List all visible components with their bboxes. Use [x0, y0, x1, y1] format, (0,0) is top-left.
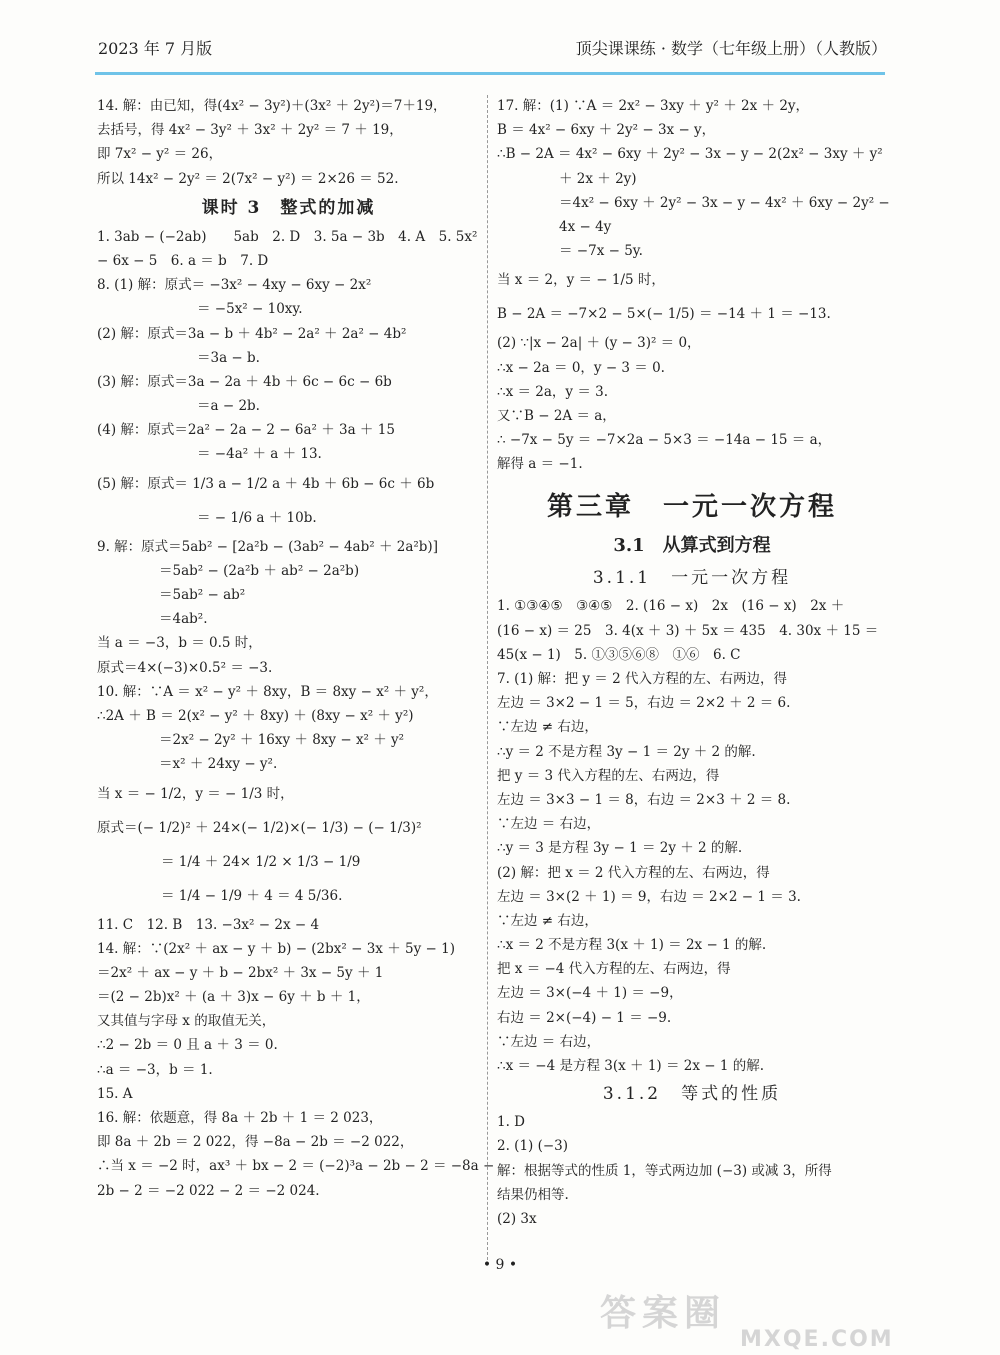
right-column-line: 7. (1) 解：把 y ＝ 2 代入方程的左、右两边，得: [497, 671, 787, 687]
left-column-line: 14. 解：由已知，得(4x² − 3y²)＋(3x² ＋ 2y²)＝7＋19，: [97, 98, 447, 114]
right-column-line: 3.1.2 等式的性质: [602, 1084, 782, 1105]
right-column-line: ∴x − 2a ＝ 0，y − 3 ＝ 0.: [497, 359, 665, 376]
left-column-line: 10. 解：∵A ＝ x² − y² ＋ 8xy，B ＝ 8xy − x² ＋ y²，: [97, 683, 438, 700]
page-number: • 9 •: [482, 1257, 518, 1273]
right-column-line: B ＝ 4x² − 6xy ＋ 2y² − 3x − y，: [497, 122, 716, 139]
right-column-line: ∴ −7x − 5y ＝ −7×2a − 5×3 ＝ −14a − 15 ＝ a，: [497, 432, 832, 449]
right-column-line: 1. ①③④⑤ ③④⑤ 2. (16 − x) 2x (16 − x) 2x ＋: [497, 598, 845, 615]
left-column-line: 当 a ＝ −3，b ＝ 0.5 时，: [97, 635, 262, 652]
right-column-line: ∴y ＝ 2 不是方程 3y − 1 ＝ 2y ＋ 2 的解.: [497, 743, 756, 760]
left-column-line: 原式＝4×(−3)×0.5² ＝ −3.: [97, 659, 273, 676]
right-column: [497, 94, 890, 1231]
left-column-line: ＝ − 1/6 a ＋ 10b.: [197, 509, 317, 526]
right-column-line: 3.1 从算式到方程: [613, 535, 771, 557]
right-column-line: 又∵B − 2A ＝ a，: [497, 407, 616, 424]
right-column-line: 把 y ＝ 3 代入方程的左、右两边，得: [497, 767, 720, 784]
left-column-line: 即 7x² − y² ＝ 26，: [97, 146, 223, 163]
left-column-line: ＝ 1/4 − 1/9 ＋ 4 ＝ 4 5/36.: [161, 887, 343, 904]
right-column-line: 左边 ＝ 3×(2 ＋ 1) ＝ 9，右边 ＝ 2×2 − 1 ＝ 3.: [497, 888, 801, 905]
left-column-line: (3) 解：原式＝3a − 2a ＋ 4b ＋ 6c − 6c − 6b: [97, 373, 392, 390]
left-column-line: 课时 3 整式的加减: [201, 197, 376, 218]
right-column-line: 左边 ＝ 3×3 − 1 ＝ 8，右边 ＝ 2×3 ＋ 2 ＝ 8.: [497, 791, 791, 808]
left-column-line: (4) 解：原式＝2a² − 2a − 2 − 6a² ＋ 3a ＋ 15: [97, 422, 395, 439]
left-column-line: ∴2 − 2b ＝ 0 且 a ＋ 3 ＝ 0.: [97, 1037, 278, 1054]
right-column-line: 把 x ＝ −4 代入方程的左、右两边，得: [497, 961, 731, 978]
right-column-line: 45(x − 1) 5. ①③⑤⑥⑧ ①⑥ 6. C: [497, 646, 741, 663]
right-column-line: ∵左边 ≠ 右边，: [497, 719, 598, 736]
right-column-line: 第三章 一元一次方程: [546, 492, 837, 523]
left-column-line: ∴当 x ＝ −2 时，ax³ ＋ bx − 2 ＝ (−2)³a − 2b − 2 ＝ −8a −: [97, 1158, 495, 1175]
right-column-line: 解：根据等式的性质 1，等式两边加 (−3) 或减 3，所得: [497, 1162, 832, 1179]
right-column-line: 左边 ＝ 3×(−4 ＋ 1) ＝ −9，: [497, 985, 683, 1002]
header-rule: [95, 72, 885, 75]
left-column-line: ＝ −4a² ＋ a ＋ 13.: [197, 446, 322, 463]
left-column-line: ＝3a − b.: [197, 349, 260, 366]
left-column-line: ＝5ab² − (2a²b ＋ ab² − 2a²b): [159, 562, 360, 579]
right-column-line: (2) 解：把 x ＝ 2 代入方程的左、右两边，得: [497, 864, 770, 881]
left-column-line: 原式＝(− 1/2)² ＋ 24×(− 1/2)×(− 1/3) − (− 1/3)²: [97, 819, 422, 836]
left-column-line: ＝5ab² − ab²: [159, 587, 246, 603]
right-column-line: 3.1.1 一元一次方程: [592, 568, 792, 589]
right-column-line: ∵左边 ＝ 右边，: [497, 816, 601, 833]
left-column-line: ＝ 1/4 ＋ 24× 1/2 × 1/3 − 1/9: [161, 853, 361, 870]
left-column-line: ＝4ab².: [159, 611, 208, 628]
right-column-line: ＝ −7x − 5y.: [559, 243, 643, 260]
left-column-line: 2b − 2 ＝ −2 022 − 2 ＝ −2 024.: [97, 1182, 320, 1199]
right-column-line: ＋ 2x ＋ 2y): [559, 170, 637, 187]
right-column-line: ∴x ＝ −4 是方程 3(x ＋ 1) ＝ 2x − 1 的解.: [497, 1058, 765, 1074]
right-column-line: 2. (1) (−3): [497, 1138, 569, 1155]
left-column-line: 又其值与字母 x 的取值无关，: [97, 1013, 276, 1030]
left-column-line: − 6x − 5 6. a ＝ b 7. D: [97, 252, 269, 269]
right-column-line: 解得 a ＝ −1.: [497, 456, 583, 473]
left-column-line: ＝(2 − 2b)x² ＋ (a ＋ 3)x − 6y ＋ b ＋ 1，: [97, 989, 370, 1006]
right-column-line: 4x − 4y: [559, 218, 612, 235]
right-column-line: 17. 解：(1) ∵A ＝ 2x² − 3xy ＋ y² ＋ 2x ＋ 2y，: [497, 98, 810, 114]
right-column-line: ∴y ＝ 3 是方程 3y − 1 ＝ 2y ＋ 2 的解.: [497, 840, 743, 857]
right-column-line: B − 2A ＝ −7×2 − 5×(− 1/5) ＝ −14 ＋ 1 ＝ −13.: [497, 306, 831, 323]
watermark-logo: 答案圈: [600, 1293, 727, 1334]
left-column-line: 11. C 12. B 13. −3x² − 2x − 4: [97, 916, 320, 933]
right-column-line: [497, 476, 887, 484]
header-book-title: 顶尖课课练 · 数学（七年级上册）（人教版）: [575, 39, 887, 58]
column-divider: [487, 95, 488, 1265]
right-column-line: (16 − x) ＝ 25 3. 4(x ＋ 3) ＋ 5x ＝ 435 4. 30x ＋ 15 ＝: [497, 622, 879, 639]
left-column-line: ＝ −5x² − 10xy.: [197, 301, 303, 318]
left-column-line: ＝2x² − 2y² ＋ 16xy ＋ 8xy − x² ＋ y²: [159, 732, 405, 749]
right-column-line: 结果仍相等.: [497, 1186, 569, 1203]
left-column-line: ＝a − 2b.: [197, 398, 260, 415]
right-column-line: (2) ∵|x − 2a| ＋ (y − 3)² ＝ 0，: [497, 335, 701, 352]
right-column-line: (2) 3x: [497, 1210, 537, 1227]
right-column-line: ∴x ＝ 2a，y ＝ 3.: [497, 383, 609, 400]
left-column: [97, 94, 495, 1203]
left-column-line: 9. 解：原式＝5ab² − [2a²b − (3ab² − 4ab² ＋ 2a²b)]: [97, 538, 438, 555]
site-watermark: [600, 1285, 980, 1350]
right-column-line: ∵左边 ＝ 右边，: [497, 1033, 601, 1050]
left-column-line: ∴a ＝ −3，b ＝ 1.: [97, 1061, 213, 1078]
header-edition: 2023 年 7 月版: [98, 39, 213, 58]
left-column-line: ＝2x² ＋ ax − y ＋ b − 2bx² ＋ 3x − 5y ＋ 1: [97, 964, 384, 981]
watermark-url: MXQE.COM: [740, 1327, 894, 1352]
left-column-line: 15. A: [97, 1085, 133, 1102]
right-column-line: ∴B − 2A ＝ 4x² − 6xy ＋ 2y² − 3x − y − 2(2x² − 3xy ＋ y²: [497, 146, 883, 163]
right-column-line: ∵左边 ≠ 右边，: [497, 912, 598, 929]
right-column-line: ∴x ＝ 2 不是方程 3(x ＋ 1) ＝ 2x − 1 的解.: [497, 937, 767, 954]
left-column-line: 所以 14x² − 2y² ＝ 2(7x² − y²) ＝ 2×26 ＝ 52.: [97, 170, 399, 187]
left-column-line: 16. 解：依题意，得 8a ＋ 2b ＋ 1 ＝ 2 023，: [97, 1110, 383, 1126]
right-column-line: 1. D: [497, 1114, 525, 1131]
left-column-line: 1. 3ab − (−2ab) 5ab 2. D 3. 5a − 3b 4. A 5. 5x²: [97, 228, 478, 245]
right-column-line: 左边 ＝ 3×2 − 1 ＝ 5，右边 ＝ 2×2 ＋ 2 ＝ 6.: [497, 695, 791, 712]
page-header: [98, 36, 887, 58]
right-column-line: 当 x ＝ 2，y ＝ − 1/5 时，: [497, 272, 665, 289]
left-column-line: 14. 解：∵(2x² ＋ ax − y ＋ b) − (2bx² − 3x ＋ 5y − 1): [97, 940, 455, 957]
left-column-line: ＝x² ＋ 24xy − y².: [159, 756, 278, 773]
left-column-line: (5) 解：原式＝ 1/3 a − 1/2 a ＋ 4b ＋ 6b − 6c ＋ 6b: [97, 475, 435, 492]
left-column-line: 当 x ＝ − 1/2，y ＝ − 1/3 时，: [97, 785, 294, 802]
left-column-line: (2) 解：原式＝3a − b ＋ 4b² − 2a² ＋ 2a² − 4b²: [97, 325, 407, 342]
left-column-line: 即 8a ＋ 2b ＝ 2 022，得 −8a − 2b ＝ −2 022，: [97, 1134, 414, 1151]
right-column-line: 右边 ＝ 2×(−4) − 1 ＝ −9.: [497, 1009, 672, 1026]
left-column-line: ∴2A ＋ B ＝ 2(x² − y² ＋ 8xy) ＋ (8xy − x² ＋ y²): [97, 707, 414, 724]
left-column-line: 8. (1) 解：原式＝ −3x² − 4xy − 6xy − 2x²: [97, 277, 372, 294]
right-column-line: ＝4x² − 6xy ＋ 2y² − 3x − y − 4x² ＋ 6xy − 2y² −: [559, 194, 890, 211]
left-column-line: 去括号，得 4x² − 3y² ＋ 3x² ＋ 2y² ＝ 7 ＋ 19，: [97, 122, 403, 139]
